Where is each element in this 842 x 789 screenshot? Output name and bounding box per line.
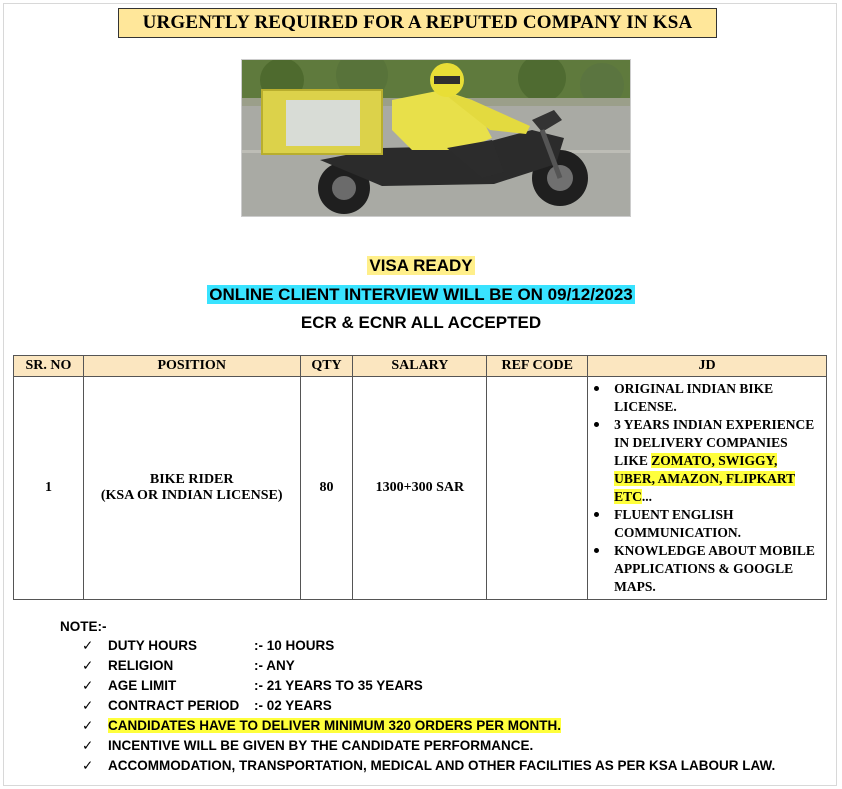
contract-label: CONTRACT PERIOD xyxy=(108,698,240,713)
accommodation-text: ACCOMMODATION, TRANSPORTATION, MEDICAL AND OTHER FACILITIES AS PER KSA LABOUR LAW. xyxy=(108,758,776,773)
position-license: (KSA OR INDIAN LICENSE) xyxy=(100,488,283,503)
jd-experience-suffix: ... xyxy=(641,489,653,504)
bike-rider-illustration xyxy=(242,60,631,217)
header-ref-code: REF CODE xyxy=(487,356,588,377)
ecr-text: ECR & ECNR ALL ACCEPTED xyxy=(300,313,542,332)
notes-title: NOTE:- xyxy=(60,619,107,634)
check-icon: ✓ xyxy=(82,678,94,693)
cell-position xyxy=(83,377,300,600)
age-value: :- 21 YEARS TO 35 YEARS xyxy=(254,678,423,693)
cell-sr-no: 1 xyxy=(14,377,84,600)
ecr-line xyxy=(0,313,842,333)
visa-ready-text: VISA READY xyxy=(369,256,473,275)
jd-experience-text: 3 YEARS INDIAN EXPERIENCE IN DELIVERY COMPANIES LIKE xyxy=(614,417,815,468)
interview-text: ONLINE CLIENT INTERVIEW WILL BE ON 09/12/2023 xyxy=(209,285,633,304)
position-title: BIKE RIDER xyxy=(149,472,234,487)
jd-item-experience xyxy=(592,416,820,506)
check-icon: ✓ xyxy=(82,738,94,753)
orders-text: CANDIDATES HAVE TO DELIVER MINIMUM 320 ORDERS PER MONTH. xyxy=(108,718,562,733)
age-label: AGE LIMIT xyxy=(108,678,177,693)
check-icon: ✓ xyxy=(82,758,94,773)
cell-jd xyxy=(588,377,827,600)
interview-line xyxy=(0,285,842,305)
cell-ref-code xyxy=(487,377,588,600)
religion-label: RELIGION xyxy=(108,658,174,673)
jd-companies-highlight: ZOMATO, SWIGGY, UBER, AMAZON, FLIPKART ETC xyxy=(614,453,796,504)
incentive-text: INCENTIVE WILL BE GIVEN BY THE CANDIDATE PERFORMANCE. xyxy=(108,738,534,753)
table-header-row xyxy=(14,356,827,377)
duty-label: DUTY HOURS xyxy=(108,638,198,653)
table-row xyxy=(14,377,827,600)
header-sr-no: SR. NO xyxy=(14,356,84,377)
bike-rider-photo xyxy=(241,59,631,217)
religion-value: :- ANY xyxy=(254,658,295,673)
contract-value: :- 02 YEARS xyxy=(254,698,332,713)
check-icon: ✓ xyxy=(82,698,94,713)
jd-list xyxy=(592,380,820,596)
duty-value: :- 10 HOURS xyxy=(254,638,335,653)
jd-item-english: FLUENT ENGLISH COMMUNICATION. xyxy=(592,506,820,542)
job-table xyxy=(13,355,827,600)
check-icon: ✓ xyxy=(82,638,94,653)
cell-qty: 80 xyxy=(300,377,353,600)
check-icon: ✓ xyxy=(82,658,94,673)
header-salary: SALARY xyxy=(353,356,487,377)
header-position: POSITION xyxy=(83,356,300,377)
jd-item-license: ORIGINAL INDIAN BIKE LICENSE. xyxy=(592,380,820,416)
cell-salary: 1300+300 SAR xyxy=(353,377,487,600)
visa-ready-line xyxy=(0,256,842,276)
headline-banner: URGENTLY REQUIRED FOR A REPUTED COMPANY IN KSA xyxy=(118,8,717,38)
check-icon: ✓ xyxy=(82,718,94,733)
header-jd: JD xyxy=(588,356,827,377)
header-qty: QTY xyxy=(300,356,353,377)
jd-item-apps: KNOWLEDGE ABOUT MOBILE APPLICATIONS & GOOGLE MAPS. xyxy=(592,542,820,596)
